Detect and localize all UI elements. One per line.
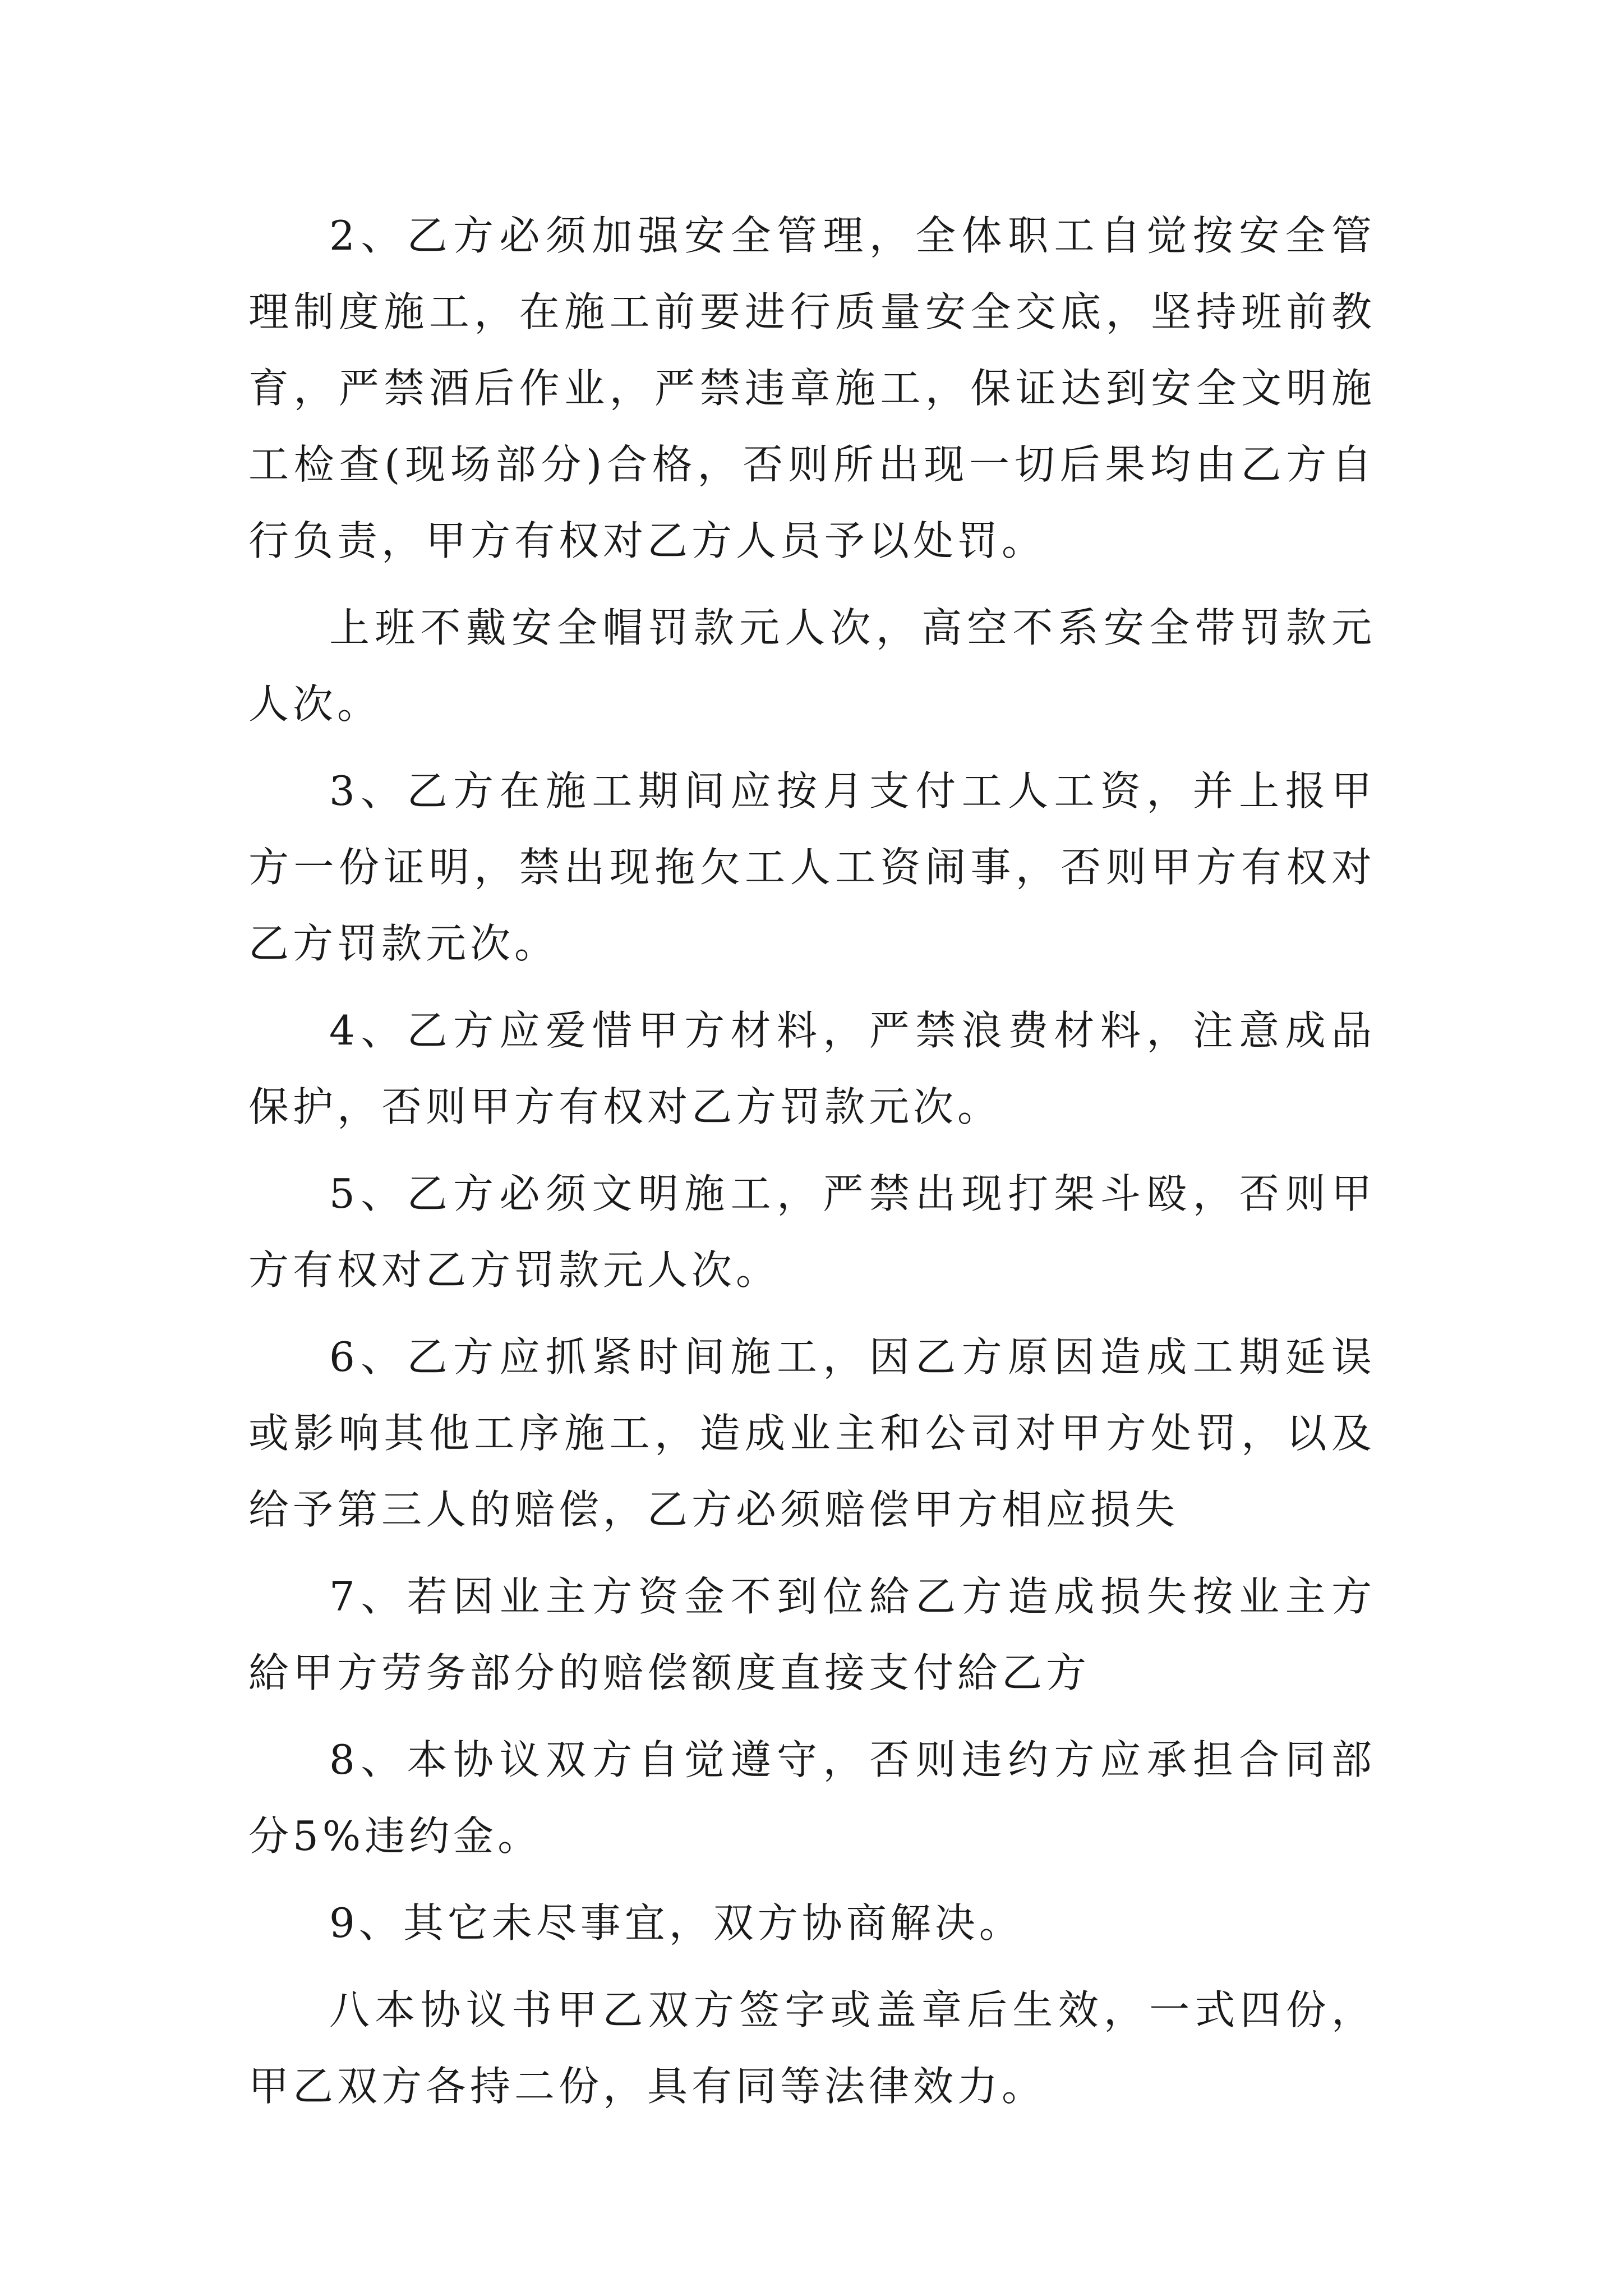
paragraph-clause-5: 5、乙方必须文明施工，严禁出现打架斗殴，否则甲方有权对乙方罚款元人次。 xyxy=(248,1170,1376,1294)
paragraph-helmet-fine: 上班不戴安全帽罚款元人次，高空不系安全带罚款元人次。 xyxy=(248,604,1376,728)
paragraph-clause-4: 4、乙方应爱惜甲方材料，严禁浪费材料，注意成品保护，否则甲方有权对乙方罚款元次。 xyxy=(248,1007,1376,1130)
paragraph-clause-9: 9、其它未尽事宜，双方协商解决。 xyxy=(329,1899,1023,1947)
paragraph-clause-2: 2、乙方必须加强安全管理，全体职工自觉按安全管理制度施工，在施工前要进行质量安全交底，坚持班前教育，严禁酒后作业，严禁违章施工，保证达到安全文明施工检查(现场部分)合格，否则所出现一切后果均由乙方自行负责，甲方有权对乙方人员予以处罚。 xyxy=(248,212,1376,564)
paragraph-clause-7: 7、若因业主方资金不到位給乙方造成损失按业主方給甲方劳务部分的赔偿额度直接支付給乙方 xyxy=(248,1573,1376,1696)
paragraph-effectiveness: 八本协议书甲乙双方签字或盖章后生效，一式四份，甲乙双方各持二份，具有同等法律效力。 xyxy=(248,1986,1376,2110)
paragraph-clause-8: 8、本协议双方自觉遵守，否则违约方应承担合同部分5%违约金。 xyxy=(248,1736,1376,1860)
paragraph-clause-3: 3、乙方在施工期间应按月支付工人工资，并上报甲方一份证明，禁出现拖欠工人工资闹事，否则甲方有权对乙方罚款元次。 xyxy=(248,767,1376,967)
paragraph-clause-6: 6、乙方应抓紧时间施工，因乙方原因造成工期延误或影响其他工序施工，造成业主和公司对甲方处罚，以及给予第三人的赔偿，乙方必须赔偿甲方相应损失 xyxy=(248,1333,1376,1533)
document-body xyxy=(248,197,1376,2135)
